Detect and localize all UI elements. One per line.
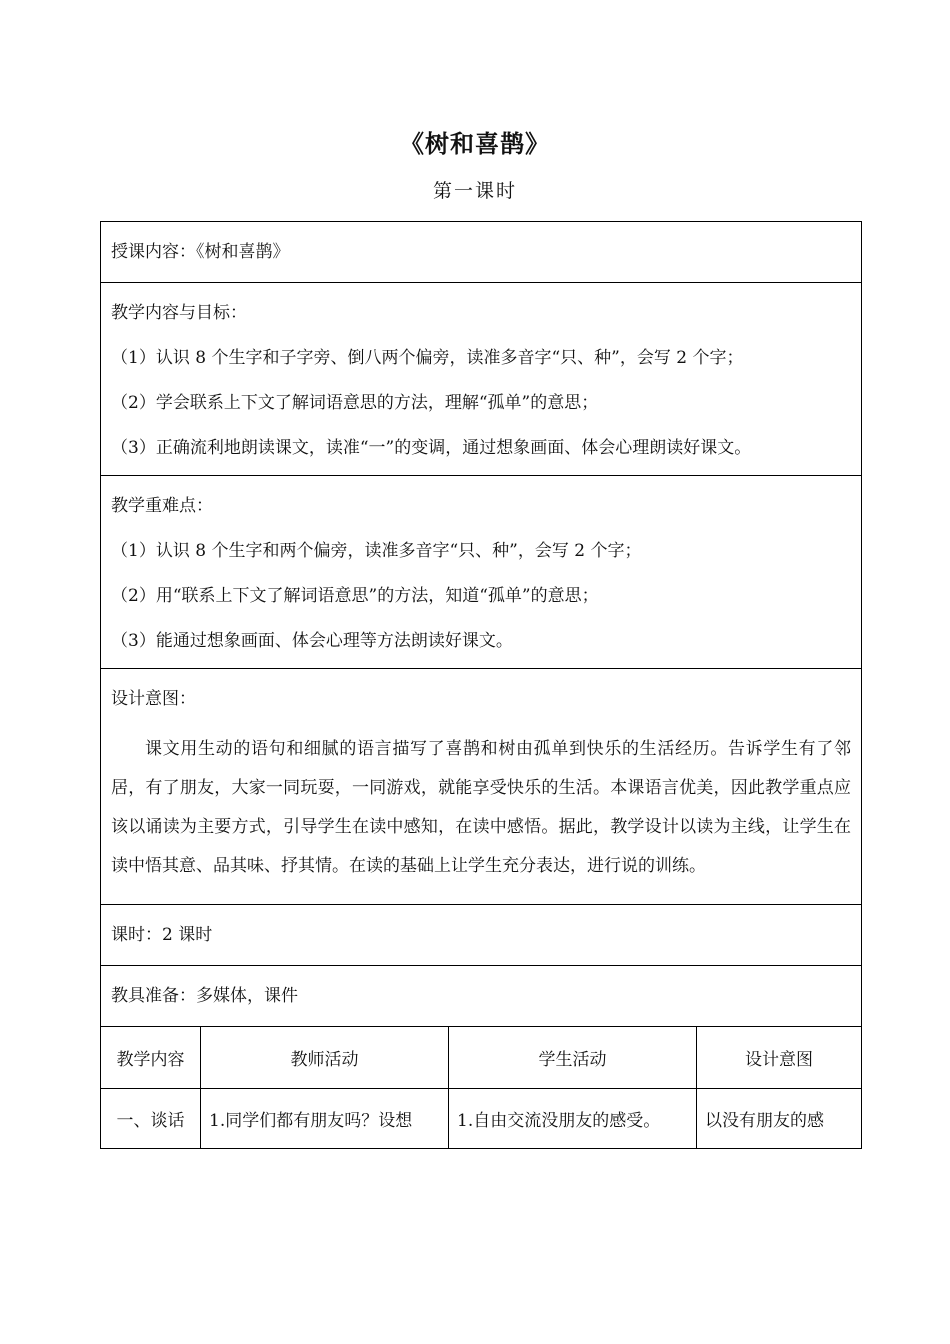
page-subtitle: 第一课时: [432, 180, 517, 202]
row-student: 1.自由交流没朋友的感受。: [449, 1089, 697, 1148]
goal-item: （1）认识 8 个生字和子字旁、倒八两个偏旁，读准多音字“只、种”，会写 2 个字；: [111, 348, 744, 368]
lesson-plan-table: [100, 221, 862, 1149]
goal-item: （2）学会联系上下文了解词语意思的方法，理解“孤单”的意思；: [111, 393, 599, 413]
goals-heading: 教学内容与目标：: [111, 303, 247, 323]
header-student: 学生活动: [449, 1027, 697, 1088]
tools-row: 教具准备：多媒体，课件: [101, 966, 861, 1027]
header-content: 教学内容: [101, 1027, 201, 1088]
design-heading: 设计意图：: [111, 689, 196, 709]
table-header-row: [101, 1027, 861, 1089]
row-intent: 以没有朋友的感: [705, 1111, 824, 1131]
goal-item: （3）正确流利地朗读课文，读准“一”的变调，通过想象画面、体会心理朗读好课文。: [111, 438, 752, 458]
hours-row: 课时：2 课时: [101, 905, 861, 966]
key-point-item: （3）能通过想象画面、体会心理等方法朗读好课文。: [111, 631, 513, 651]
key-point-item: （1）认识 8 个生字和两个偏旁，读准多音字“只、种”，会写 2 个字；: [111, 541, 642, 561]
key-points-heading: 教学重难点：: [111, 496, 213, 516]
header-teacher: 教师活动: [201, 1027, 449, 1088]
row-content: 一、谈话: [101, 1089, 201, 1148]
goals-section: [101, 283, 861, 476]
header-intent: 设计意图: [745, 1050, 813, 1070]
design-paragraph: 课文用生动的语句和细腻的语言描写了喜鹊和树由孤单到快乐的生活经历。告诉学生有了邻居，有了朋友，大家一同玩耍，一同游戏，就能享受快乐的生活。本课语言优美，因此教学重点应该以诵读为主要方式，引导学生在读中感知，在读中感悟。据此，教学设计以读为主线，让学生在读中悟其意、品其味、抒其情。在读的基础上让学生充分表达，进行说的训练。: [111, 739, 851, 876]
table-row: [101, 1089, 861, 1148]
key-point-item: （2）用“联系上下文了解词语意思”的方法，知道“孤单”的意思；: [111, 586, 599, 606]
content-value: 《树和喜鹊》: [196, 242, 290, 262]
design-section: [101, 669, 861, 905]
page-title: 《树和喜鹊》: [400, 129, 550, 158]
row-teacher: 1.同学们都有朋友吗？设想: [201, 1089, 449, 1148]
content-label: 授课内容：: [111, 242, 196, 262]
content-row: [101, 222, 861, 283]
key-points-section: [101, 476, 861, 669]
